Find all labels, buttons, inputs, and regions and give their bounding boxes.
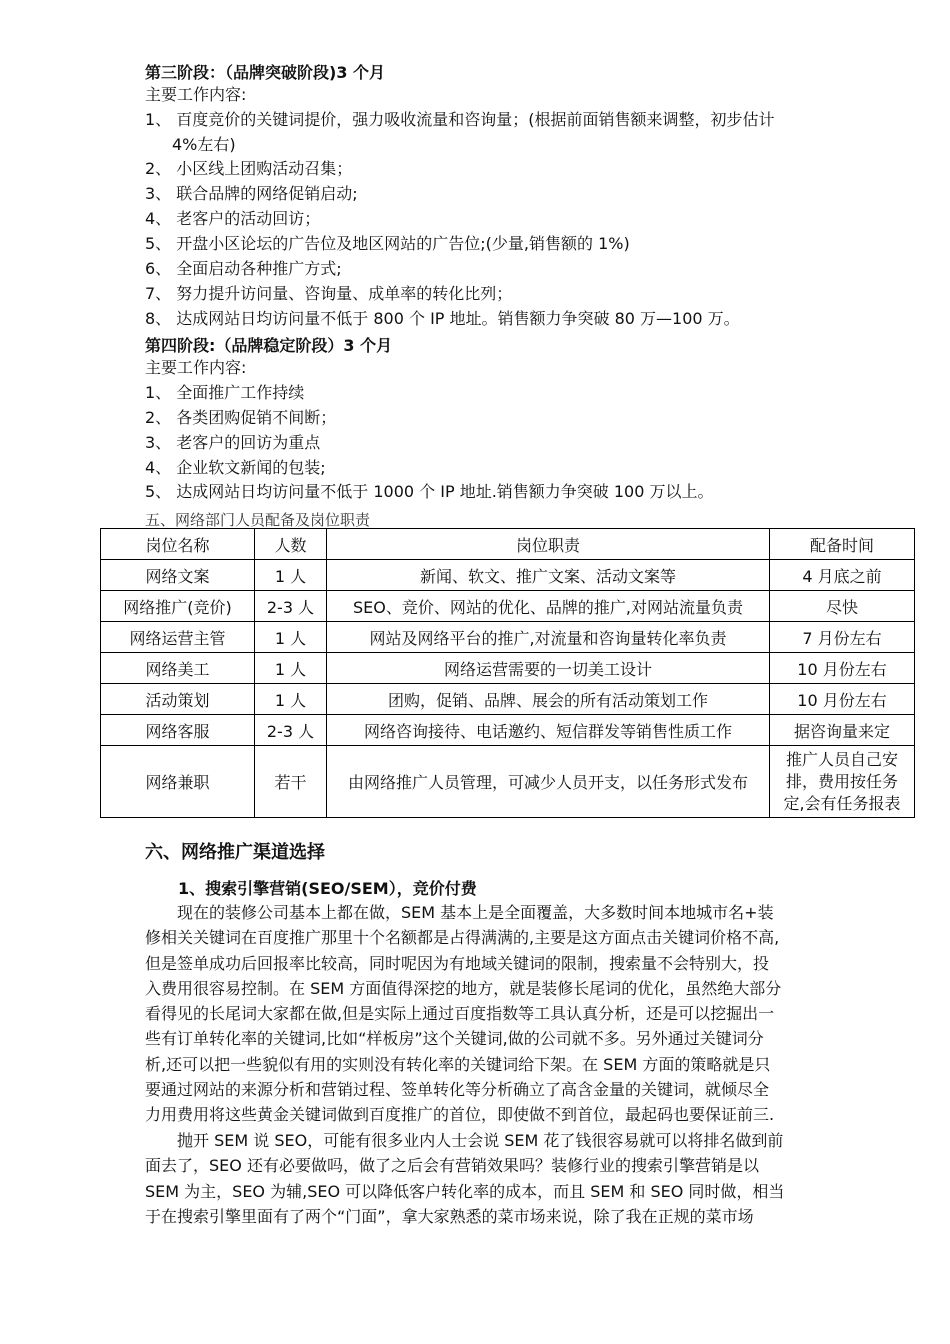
- table-row: [101, 715, 915, 746]
- stage4-item: 2、 各类团购促销不间断；: [145, 408, 337, 427]
- cell-time-line: 定,会有任务报表: [783, 793, 901, 813]
- table-row: [101, 653, 915, 684]
- column-header-duties: 岗位职责: [327, 529, 770, 560]
- stage4-item: 4、 企业软文新闻的包装;: [145, 458, 326, 477]
- cell-duties: SEO、竞价、网站的优化、品牌的推广,对网站流量负责: [327, 591, 770, 622]
- cell-count: 2-3 人: [255, 591, 327, 622]
- cell-duties: 网站及网络平台的推广,对流量和咨询量转化率负责: [327, 622, 770, 653]
- cell-duties: 新闻、软文、推广文案、活动文案等: [327, 560, 770, 591]
- cell-time: 尽快: [770, 591, 915, 622]
- column-header-count: 人数: [255, 529, 327, 560]
- cell-position: 网络美工: [101, 653, 255, 684]
- paragraph-line: 析,还可以把一些貌似有用的实则没有转化率的关键词给下架。在 SEM 方面的策略就是只: [145, 1054, 771, 1074]
- stage3-item: 7、 努力提升访问量、咨询量、成单率的转化比列；: [145, 284, 513, 303]
- column-header-position: 岗位名称: [101, 529, 255, 560]
- paragraph-line: 抛开 SEM 说 SEO，可能有很多业内人士会说 SEM 花了钱很容易就可以将排名做到前: [145, 1131, 784, 1150]
- table-header-row: [101, 529, 915, 560]
- table-row: [101, 684, 915, 715]
- stage3-item: 8、 达成网站日均访问量不低于 800 个 IP 地址。销售额力争突破 80 万—100 万。: [145, 309, 740, 328]
- section6-subtitle: 1、搜索引擎营销(SEO/SEM），竞价付费: [178, 879, 477, 898]
- cell-time: 7 月份左右: [770, 622, 915, 653]
- cell-duties: 由网络推广人员管理，可减少人员开支，以任务形式发布: [327, 746, 770, 818]
- paragraph-line: 力用费用将这些黄金关键词做到百度推广的首位，即使做不到首位，最起码也要保证前三.: [145, 1105, 775, 1125]
- stage4-item: 5、 达成网站日均访问量不低于 1000 个 IP 地址.销售额力争突破 100 万以上。: [145, 482, 714, 501]
- stage3-item: 4、 老客户的活动回访；: [145, 209, 321, 228]
- cell-time-line: 排，费用按任务: [785, 771, 898, 791]
- cell-position: 网络兼职: [101, 746, 255, 818]
- table-row: [101, 746, 915, 818]
- section6-title: 六、网络推广渠道选择: [145, 842, 325, 863]
- stage3-item: 6、 全面启动各种推广方式;: [145, 259, 342, 278]
- stage3-item: 3、 联合品牌的网络促销启动;: [145, 184, 358, 203]
- cell-time: 据咨询量来定: [770, 715, 915, 746]
- paragraph-sem: [145, 900, 815, 1128]
- stage4-title: 第四阶段:（品牌稳定阶段）3 个月: [145, 336, 393, 355]
- staff-table: [100, 528, 915, 818]
- stage4-item: 3、 老客户的回访为重点: [145, 433, 321, 452]
- paragraph-line: 但是签单成功后回报率比较高，同时呢因为有地域关键词的限制，搜索量不会特别大，投: [145, 953, 770, 973]
- stage4-item: 1、 全面推广工作持续: [145, 383, 305, 402]
- paragraph-line: 修相关关键词在百度推广那里十个名额都是占得满满的,主要是这方面点击关键词价格不高,: [145, 928, 780, 948]
- stage4-subtitle: 主要工作内容:: [145, 358, 247, 377]
- paragraph-line: 面去了，SEO 还有必要做吗，做了之后会有营销效果吗？装修行业的搜索引擎营销是以: [145, 1156, 759, 1176]
- cell-position: 网络文案: [101, 560, 255, 591]
- cell-time: 10 月份左右: [770, 653, 915, 684]
- paragraph-line: 要通过网站的来源分析和营销过程、签单转化等分析确立了高含金量的关键词，就倾尽全: [145, 1080, 770, 1100]
- column-header-time: 配备时间: [770, 529, 915, 560]
- table-row: [101, 591, 915, 622]
- cell-position: 网络运营主管: [101, 622, 255, 653]
- stage3-item: 5、 开盘小区论坛的广告位及地区网站的广告位;(少量,销售额的 1%): [145, 234, 630, 253]
- cell-count: 若干: [255, 746, 327, 818]
- cell-count: 1 人: [255, 684, 327, 715]
- section5-title: 五、网络部门人员配备及岗位职责: [145, 511, 371, 529]
- table-row: [101, 560, 915, 591]
- stage3-item: 1、 百度竞价的关键词提价，强力吸收流量和咨询量；(根据前面销售额来调整，初步估计: [145, 110, 775, 129]
- paragraph-line: 入费用很容易控制。在 SEM 方面值得深挖的地方，就是装修长尾词的优化，虽然绝大部分: [145, 978, 782, 998]
- cell-count: 1 人: [255, 560, 327, 591]
- cell-time: [770, 746, 915, 818]
- table-row: [101, 622, 915, 653]
- cell-time: 4 月底之前: [770, 560, 915, 591]
- cell-duties: 网络运营需要的一切美工设计: [327, 653, 770, 684]
- stage3-item-continuation: 4%左右): [172, 135, 236, 154]
- stage3-subtitle: 主要工作内容:: [145, 85, 247, 104]
- stage3-title: 第三阶段：（品牌突破阶段)3 个月: [145, 63, 386, 82]
- cell-count: 2-3 人: [255, 715, 327, 746]
- cell-position: 网络推广(竞价): [101, 591, 255, 622]
- paragraph-seo: [145, 1128, 815, 1229]
- paragraph-line: 于在搜索引擎里面有了两个“门面”，拿大家熟悉的菜市场来说，除了我在正规的菜市场: [145, 1206, 754, 1226]
- cell-position: 活动策划: [101, 684, 255, 715]
- cell-count: 1 人: [255, 622, 327, 653]
- paragraph-line: 些有订单转化率的关键词,比如“样板房”这个关键词,做的公司就不多。另外通过关键词分: [145, 1029, 764, 1049]
- cell-count: 1 人: [255, 653, 327, 684]
- paragraph-line: 现在的装修公司基本上都在做，SEM 基本上是全面覆盖，大多数时间本地城市名+装: [145, 903, 774, 922]
- cell-time: 10 月份左右: [770, 684, 915, 715]
- cell-duties: 网络咨询接待、电话邀约、短信群发等销售性质工作: [327, 715, 770, 746]
- paragraph-line: SEM 为主，SEO 为辅,SEO 可以降低客户转化率的成本，而且 SEM 和 SEO 同时做，相当: [145, 1181, 785, 1201]
- cell-time-line: 推广人员自己安: [785, 749, 898, 769]
- cell-position: 网络客服: [101, 715, 255, 746]
- cell-duties: 团购，促销、品牌、展会的所有活动策划工作: [327, 684, 770, 715]
- stage3-item: 2、 小区线上团购活动召集；: [145, 159, 353, 178]
- paragraph-line: 看得见的长尾词大家都在做,但是实际上通过百度指数等工具认真分析，还是可以挖掘出一: [145, 1004, 775, 1024]
